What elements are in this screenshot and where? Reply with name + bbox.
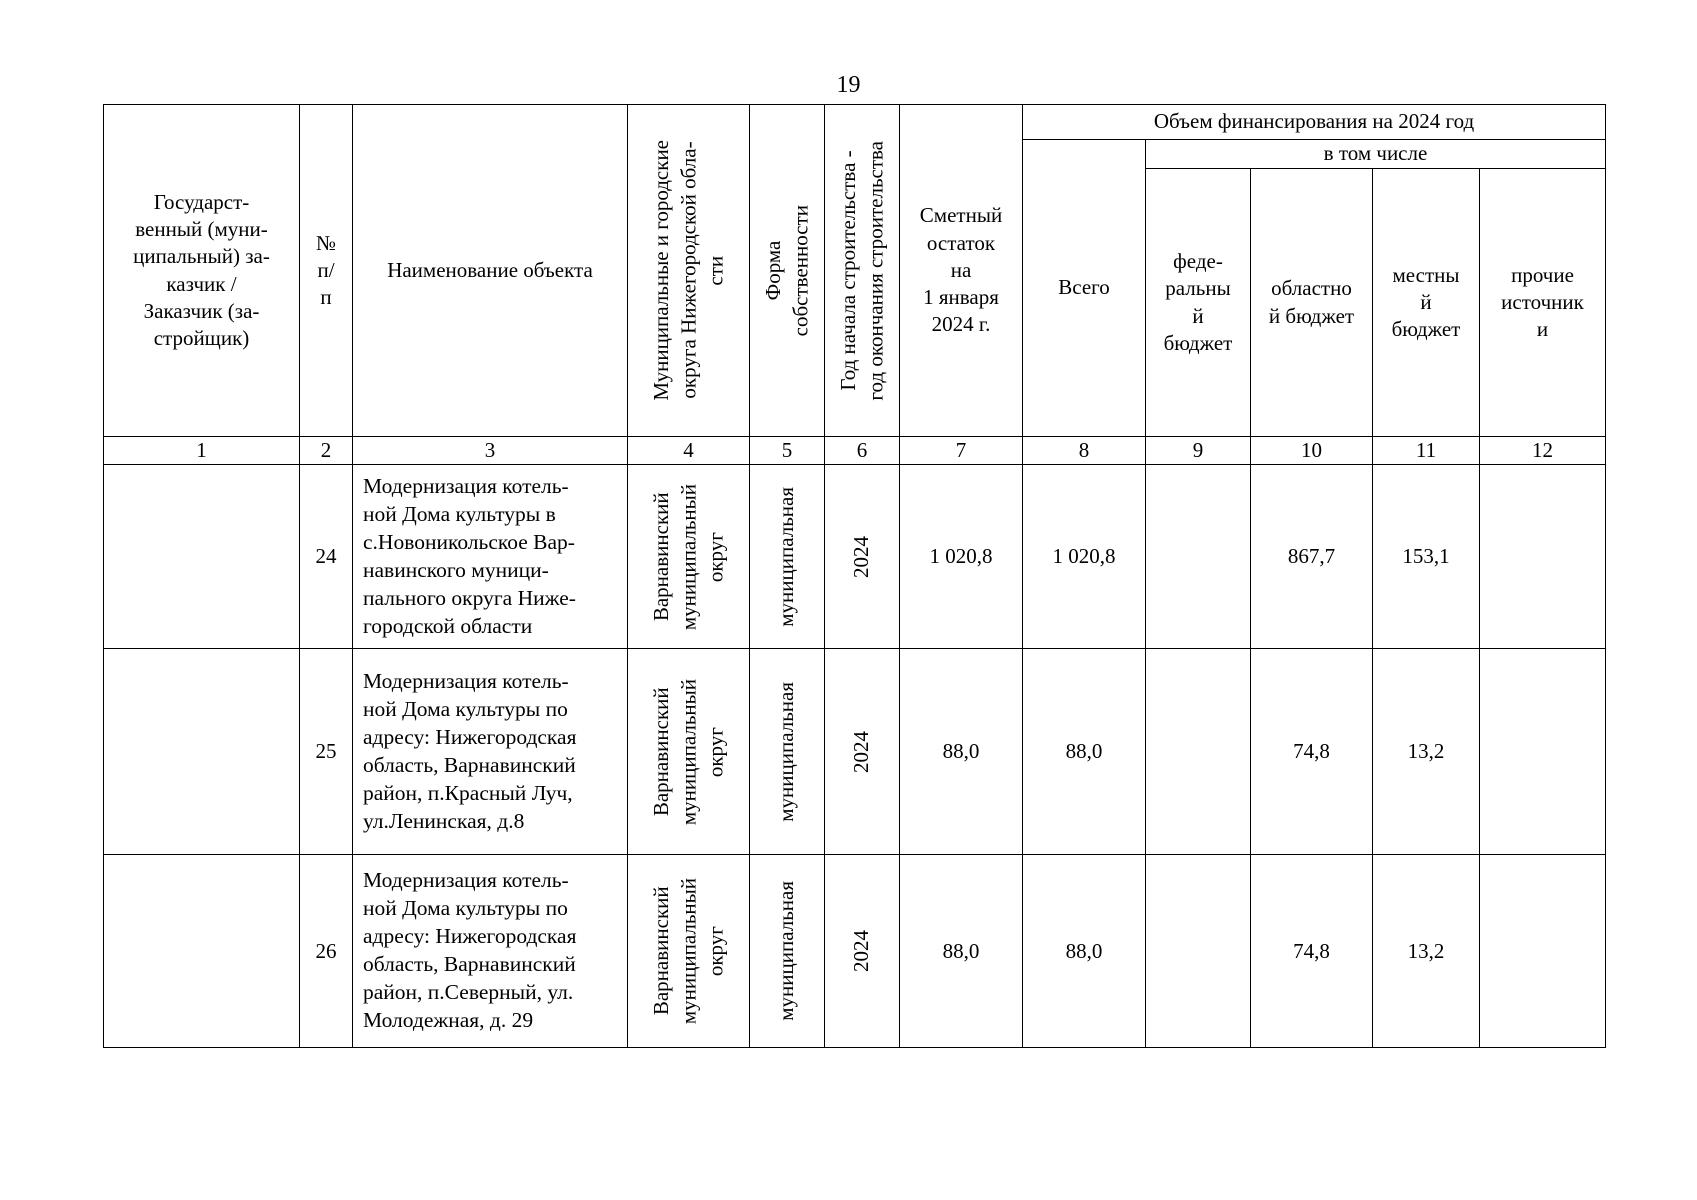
header-local: местны й бюджет bbox=[1373, 169, 1480, 437]
cell-municipality: Варнавинский муниципальный округ bbox=[628, 855, 750, 1048]
cell-regional: 74,8 bbox=[1251, 855, 1373, 1048]
column-number: 6 bbox=[825, 437, 900, 465]
header-including: в том числе bbox=[1146, 140, 1606, 169]
cell-federal bbox=[1146, 855, 1251, 1048]
column-number: 8 bbox=[1023, 437, 1146, 465]
header-num: № п/ п bbox=[300, 105, 353, 437]
cell-local: 13,2 bbox=[1373, 649, 1480, 855]
header-estimate: Сметный остаток на 1 января 2024 г. bbox=[900, 105, 1023, 437]
cell-years: 2024 bbox=[825, 855, 900, 1048]
cell-ownership: муниципальная bbox=[750, 855, 825, 1048]
header-years: Год начала строительства - год окончания строительства bbox=[825, 105, 900, 437]
cell-estimate: 88,0 bbox=[900, 855, 1023, 1048]
column-number-row bbox=[104, 437, 1606, 465]
column-number: 1 bbox=[104, 437, 300, 465]
cell-total: 88,0 bbox=[1023, 855, 1146, 1048]
header-financing: Объем финансирования на 2024 год bbox=[1023, 105, 1606, 140]
cell-estimate: 88,0 bbox=[900, 649, 1023, 855]
table-row bbox=[104, 465, 1606, 649]
cell-total: 1 020,8 bbox=[1023, 465, 1146, 649]
cell-customer bbox=[104, 649, 300, 855]
cell-object-name: Модернизация котель- ной Дома культуры в с.Новоникольское Вар- навинского муници- пального округа Ниже- городской области bbox=[353, 465, 628, 649]
cell-customer bbox=[104, 465, 300, 649]
cell-local: 13,2 bbox=[1373, 855, 1480, 1048]
column-number: 4 bbox=[628, 437, 750, 465]
cell-years: 2024 bbox=[825, 649, 900, 855]
header-federal: феде- ральны й бюджет bbox=[1146, 169, 1251, 437]
column-number: 7 bbox=[900, 437, 1023, 465]
cell-federal bbox=[1146, 465, 1251, 649]
cell-municipality: Варнавинский муниципальный округ bbox=[628, 649, 750, 855]
column-number: 2 bbox=[300, 437, 353, 465]
column-number: 3 bbox=[353, 437, 628, 465]
header-municipality: Муниципальные и городские округа Нижегородской обла- сти bbox=[628, 105, 750, 437]
cell-customer bbox=[104, 855, 300, 1048]
page-number: 19 bbox=[836, 72, 861, 98]
cell-federal bbox=[1146, 649, 1251, 855]
cell-estimate: 1 020,8 bbox=[900, 465, 1023, 649]
header-object-name: Наименование объекта bbox=[353, 105, 628, 437]
cell-object-name: Модернизация котель- ной Дома культуры по адресу: Нижегородская область, Варнавинский район, п.Красный Луч, ул.Ленинская, д.8 bbox=[353, 649, 628, 855]
table-row bbox=[104, 855, 1606, 1048]
financing-table bbox=[103, 104, 1606, 1048]
cell-local: 153,1 bbox=[1373, 465, 1480, 649]
header-customer: Государст- венный (муни- ципальный) за- казчик / Заказчик (за- стройщик) bbox=[104, 105, 300, 437]
cell-other bbox=[1480, 649, 1606, 855]
cell-regional: 74,8 bbox=[1251, 649, 1373, 855]
header-other: прочие источник и bbox=[1480, 169, 1606, 437]
cell-other bbox=[1480, 855, 1606, 1048]
table-row bbox=[104, 649, 1606, 855]
column-number: 10 bbox=[1251, 437, 1373, 465]
cell-total: 88,0 bbox=[1023, 649, 1146, 855]
cell-num: 26 bbox=[300, 855, 353, 1048]
cell-other bbox=[1480, 465, 1606, 649]
header-regional: областно й бюджет bbox=[1251, 169, 1373, 437]
header-total: Всего bbox=[1023, 140, 1146, 437]
cell-num: 24 bbox=[300, 465, 353, 649]
cell-years: 2024 bbox=[825, 465, 900, 649]
cell-object-name: Модернизация котель- ной Дома культуры по адресу: Нижегородская область, Варнавинский район, п.Северный, ул. Молодежная, д. 29 bbox=[353, 855, 628, 1048]
cell-ownership: муниципальная bbox=[750, 649, 825, 855]
cell-municipality: Варнавинский муниципальный округ bbox=[628, 465, 750, 649]
column-number: 11 bbox=[1373, 437, 1480, 465]
cell-regional: 867,7 bbox=[1251, 465, 1373, 649]
header-ownership: Форма собственности bbox=[750, 105, 825, 437]
cell-num: 25 bbox=[300, 649, 353, 855]
column-number: 12 bbox=[1480, 437, 1606, 465]
cell-ownership: муниципальная bbox=[750, 465, 825, 649]
column-number: 9 bbox=[1146, 437, 1251, 465]
column-number: 5 bbox=[750, 437, 825, 465]
